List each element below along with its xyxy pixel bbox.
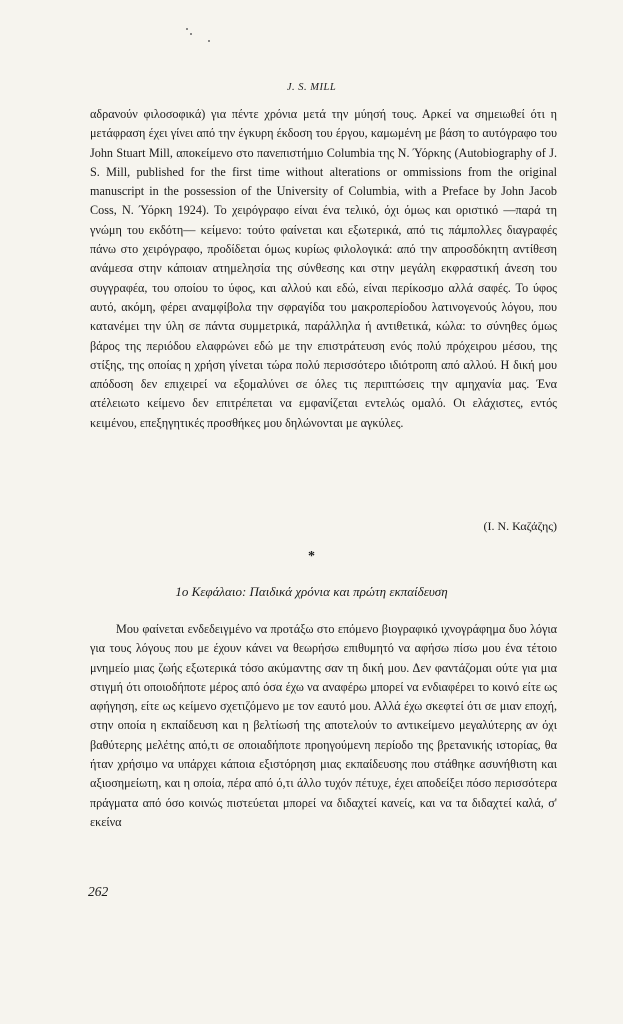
section-separator: * <box>308 549 315 564</box>
chapter-title: 1ο Κεφάλαιο: Παιδικά χρόνια και πρώτη εκπαίδευση <box>175 584 448 599</box>
chapter-body <box>90 620 557 832</box>
chapter-body-text: Μου φαίνεται ενδεδειγμένο να προτάξω στο επόμενο βιογραφικό ιχνογράφημα δυο λόγια για τους λόγους που με έχουν κάνει να θεωρήσω επιθυμητό να αφήσω πίσω μου ένα τέτοιο μνημείο μιας ζωής εξωτερικά τόσο ακύμαντης σαν τη δική μου. Δεν φαντάζομαι ούτε για μια στιγμή ότι οποιοδήποτε μέρος από όσα έχω να αναφέρω μπορεί να ενδιαφέρει το κοινό είτε ως αφήγηση, είτε ως κείμενο σχετιζόμενο με τον εαυτό μου. Αλλά έχω σκεφτεί ότι σε μιαν εποχή, στην οποία η εκπαίδευση και η βελτίωσή της αποτελούν το αντικείμενο μεγαλύτερης αν όχι βαθύτερης μελέτης από,τι σε οποιαδήποτε προηγούμενη περίοδο της βρετανικής ιστορίας, θα ήταν χρήσιμο να υπάρχει κάποια εξιστόρηση μιας εκπαίδευσης που στάθηκε ασυνήθιστη και αξιοσημείωτη, και η οποία, πέρα από ό,τι άλλο τυχόν πέτυχε, έχει αποδείξει πόσο περισσότερα πράγματα από όσο κοινώς πιστεύεται μπορεί να διδαχτεί κανείς, και να τα διδαχτεί καλά, σ' εκείνα <box>90 622 557 829</box>
page-number: 262 <box>88 884 109 899</box>
translator-note-paragraph <box>90 105 557 433</box>
translator-note-text: αδρανούν φιλοσοφικά) για πέντε χρόνια μετά την μύησή τους. Αρκεί να σημειωθεί ότι η μετάφραση έχει γίνει από την έγκυρη έκδοση του έργου, καμωμένη με βάση το αυτόγραφο του John Stuart Mill, αποκείμενο στο πανεπιστήμιο Columbia της Ν. Ύόρκης (Autobiography of J. S. Mill, published for the first time without alterations or ommissions from the original manuscript in the possession of the University of Columbia, with a Preface by John Jacob Coss, Ν. Ύόρκη 1924). Το χειρόγραφο είναι ένα τελικό, όχι όμως και οριστικό —παρά τη γνώμη του εκδότη— κείμενο: τούτο φαίνεται και εξωτερικά, από τις πάμπολλες διαγραφές πάνω στο χειρόγραφο, προδίδεται όμως κυρίως φιλολογικά: από την απροσδόκητη αντίθεση ανάμεσα στην κάποιαν ατημελησία της σύνθεσης και στην μεγάλη εκφραστική άνεση του συγγραφέα, του οποίου το ύφος, και αλλού και εδώ, είναι περίκοσμο αλλά σαφές. Το ύφος αυτό, ακόμη, φέρει αναμφίβολα την σφραγίδα του μακροπερίοδου λατινογενούς λόγου, που κατανέμει την ύλη σε πάντα συμμετρικά, παράλληλα ή αντιθετικά, κώλα: το σύνηθες όμως βάρος της περιόδου ελαφρώνει εδώ με την επιστράτευση ενός πολύ πρόχειρου μέσου, της στίξης, της οποίας η χρήση γίνεται τώρα πολύ περισσότερο ιδιότροπη από αλλού. Η δική μου απόδοση δεν επιχειρεί να εξομαλύνει σε όλες τις περιπτώσεις την αμηχανία μας. Ένα ατέλειωτο κείμενο δεν επιτρέπεται να εμφανίζεται εντελώς ομαλό. Οι ελάχιστες, εντός κειμένου, επεξηγητικές προσθήκες μου δηλώνονται με αγκύλες. <box>90 107 557 430</box>
translator-signature: (Ι. Ν. Καζάζης) <box>483 519 557 533</box>
scan-specks <box>186 28 216 48</box>
running-header: J. S. MILL <box>286 82 337 93</box>
